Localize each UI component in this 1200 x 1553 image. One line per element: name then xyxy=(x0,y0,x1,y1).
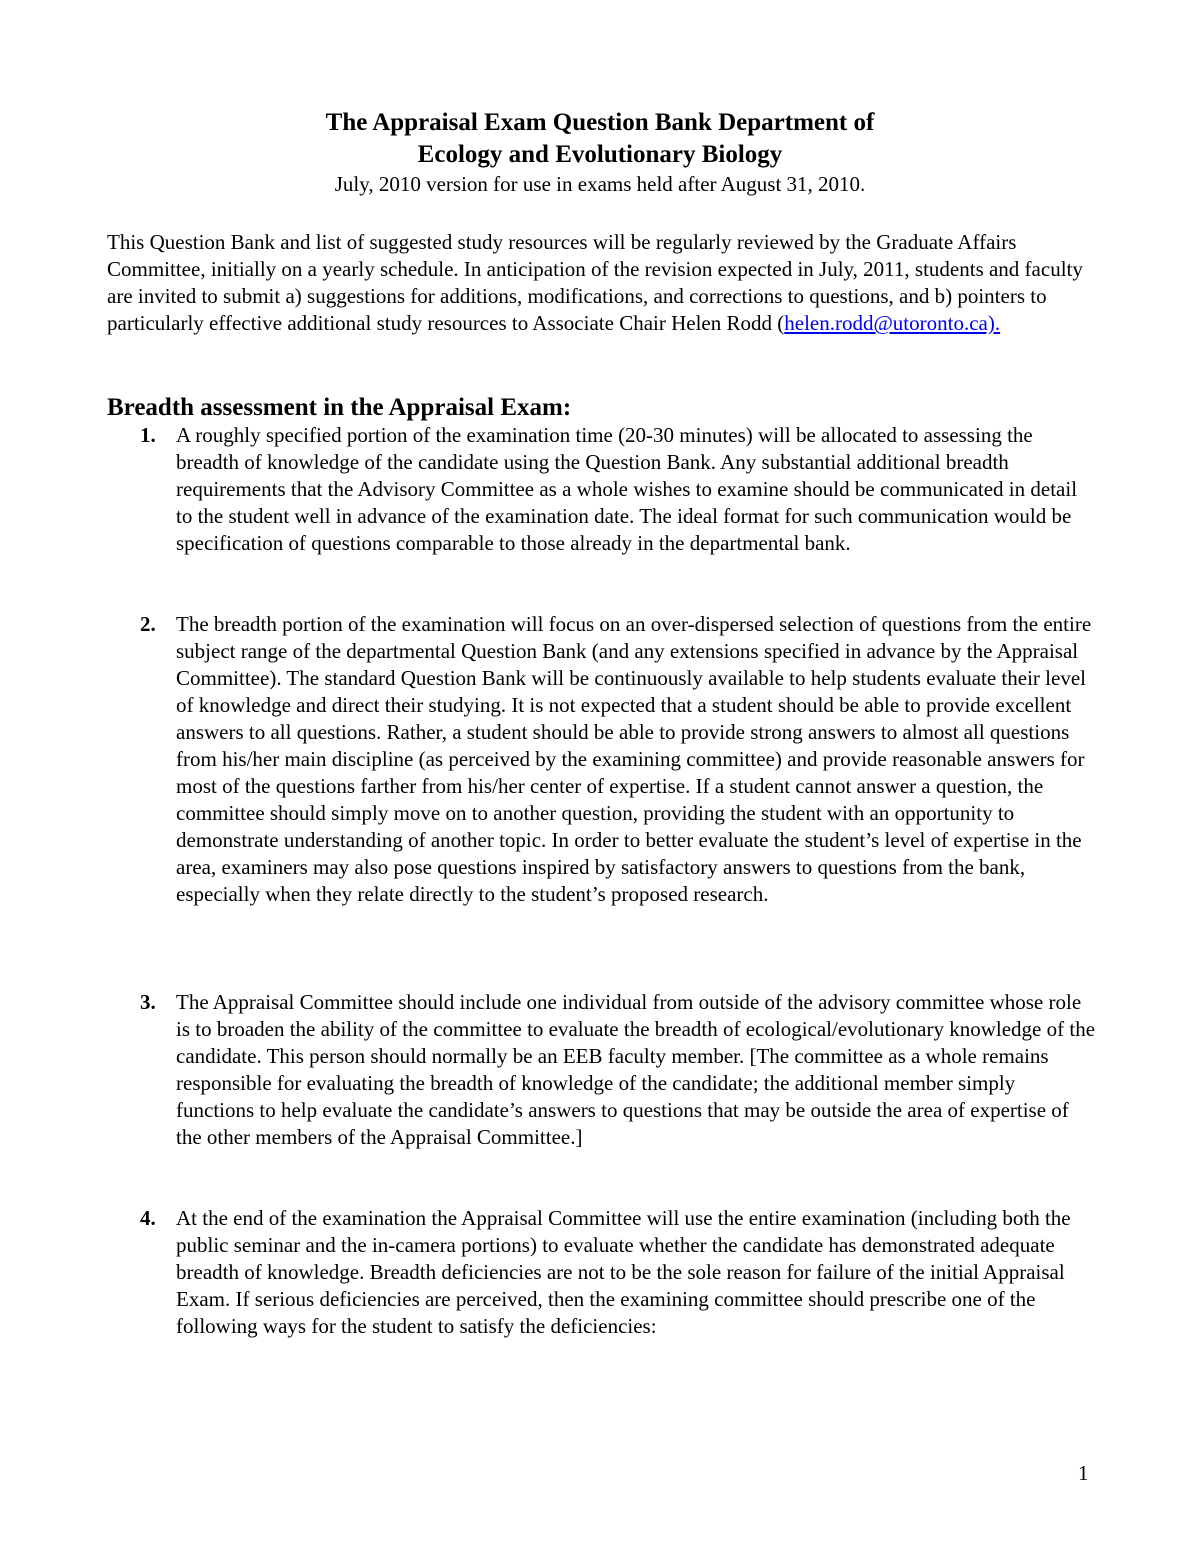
list-item-text: The Appraisal Committee should include one individual from outside of the advisory committee whose role is to broaden the ability of the committee to evaluate the breadth of ecological/evolutionary knowledge of the candidate. This person should normally be an EEB faculty member. [The committee as a whole remains responsible for evaluating the breadth of knowledge of the candidate; the additional member simply functions to help evaluate the candidate’s answers to questions that may be outside the area of expertise of the other members of the Appraisal Committee.] xyxy=(176,990,1096,1149)
list-item xyxy=(107,611,1097,908)
document-subtitle: July, 2010 version for use in exams held after August 31, 2010. xyxy=(334,172,866,196)
list-item-number: 1. xyxy=(140,423,156,447)
list-item-text: At the end of the examination the Appraisal Committee will use the entire examination (including both the public seminar and the in-camera portions) to evaluate whether the candidate has demonstrated adequate breadth of knowledge. Breadth deficiencies are not to be the sole reason for failure of the initial Appraisal Exam. If serious deficiencies are perceived, then the examining committee should prescribe one of the following ways for the student to satisfy the deficiencies: xyxy=(176,1206,1071,1338)
intro-text: This Question Bank and list of suggested study resources will be regularly reviewed by the Graduate Affairs Committee, initially on a yearly schedule. In anticipation of the revision expected in July, 2011, students and faculty are invited to submit a) suggestions for additions, modifications, and corrections to questions, and b) pointers to particularly effective additional study resources to Associate Chair Helen Rodd ( xyxy=(107,230,1083,335)
list-item-text: The breadth portion of the examination will focus on an over-dispersed selection of questions from the entire subject range of the departmental Question Bank (and any extensions specified in advance by the Appraisal Committee). The standard Question Bank will be continuously available to help students evaluate their level of knowledge and direct their studying. It is not expected that a student should be able to provide excellent answers to all questions. Rather, a student should be able to provide strong answers to almost all questions from his/her main discipline (as perceived by the examining committee) and provide reasonable answers for most of the questions farther from his/her center of expertise. If a student cannot answer a question, the committee should simply move on to another question, providing the student with an opportunity to demonstrate understanding of another topic. In order to better evaluate the student’s level of expertise in the area, examiners may also pose questions inspired by satisfactory answers to questions from the bank, especially when they relate directly to the student’s proposed research. xyxy=(176,612,1092,906)
list-item-number: 2. xyxy=(140,612,156,636)
list-item xyxy=(107,1205,1097,1340)
intro-paragraph xyxy=(107,229,1097,337)
document-title-line-1: The Appraisal Exam Question Bank Department of xyxy=(325,109,875,136)
list-item xyxy=(107,989,1097,1151)
list-item-text: A roughly specified portion of the examination time (20-30 minutes) will be allocated to assessing the breadth of knowledge of the candidate using the Question Bank. Any substantial additional breadth requirements that the Advisory Committee as a whole wishes to examine should be communicated in detail to the student well in advance of the examination date. The ideal format for such communication would be specification of questions comparable to those already in the departmental bank. xyxy=(176,423,1078,555)
section-heading: Breadth assessment in the Appraisal Exam: xyxy=(107,394,572,421)
list-item-number: 4. xyxy=(140,1206,156,1230)
list-item xyxy=(107,422,1097,557)
email-link[interactable]: helen.rodd@utoronto.ca). xyxy=(784,311,1001,335)
page-number: 1 xyxy=(1078,1461,1089,1485)
list-item-number: 3. xyxy=(140,990,156,1014)
document-title-line-2: Ecology and Evolutionary Biology xyxy=(417,141,783,168)
